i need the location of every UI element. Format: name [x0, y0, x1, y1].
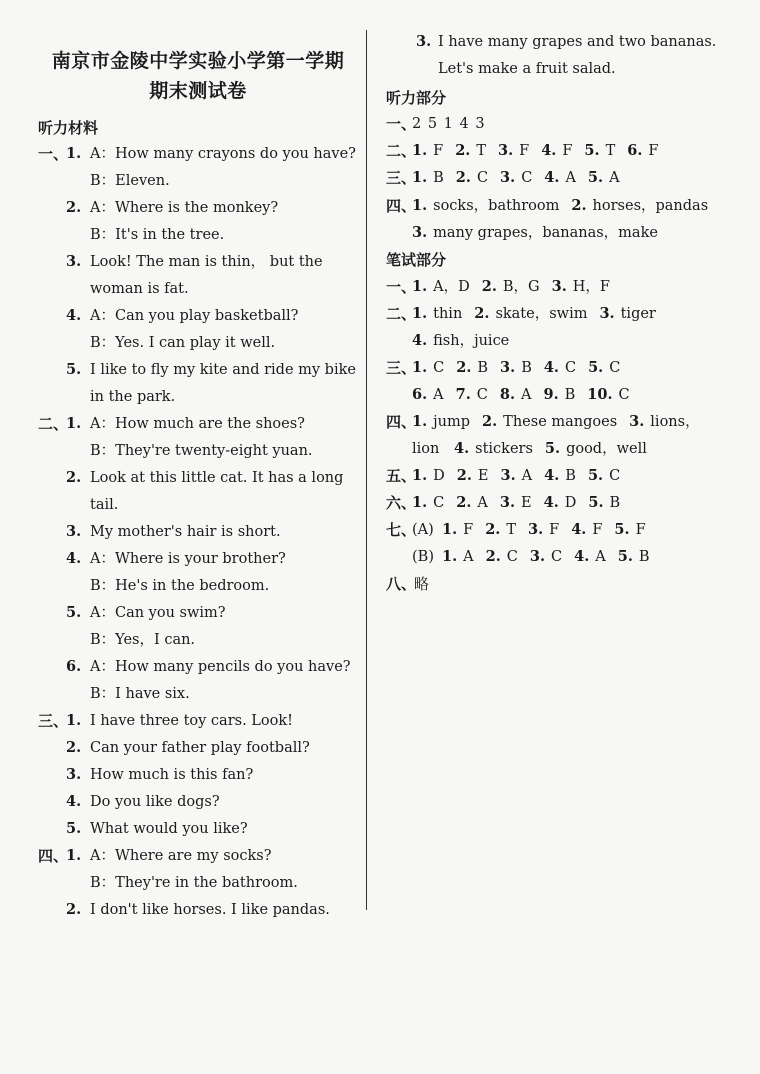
answer-number: 3. [412, 224, 428, 241]
answer-value: C [521, 170, 533, 186]
answer-value: socks，bathroom [433, 198, 560, 214]
answer-number: 1. [412, 278, 428, 295]
title-line-2: 期末测试卷 [149, 80, 247, 102]
answer-label: 五、 [386, 467, 417, 485]
item-number: 5. [66, 361, 82, 378]
answer-value: C [609, 468, 621, 484]
material-line: Can your father play football? [90, 740, 310, 756]
answer-prefix: lion [412, 441, 440, 457]
answer-number: 4. [544, 467, 560, 484]
material-line: I have three toy cars. Look! [90, 713, 293, 729]
material-line: tail. [90, 497, 119, 513]
answer-number: 1. [442, 548, 458, 565]
answer-value: A [433, 387, 444, 403]
answer-row [454, 439, 659, 459]
answer-row [412, 277, 622, 297]
answer-number: 3. [528, 521, 544, 538]
answer-value: C [433, 495, 445, 511]
answer-value: good，well [566, 441, 647, 457]
answer-row [442, 520, 658, 540]
answer-number: 5. [588, 359, 604, 376]
answer-value: E [521, 495, 532, 511]
material-line: A：Can you play basketball? [90, 308, 299, 324]
item-number: 4. [66, 307, 82, 324]
material-line: I like to fly my kite and ride my bike [90, 362, 356, 378]
material-line: B：Yes，I can. [90, 632, 196, 648]
material-line: What would you like? [90, 821, 248, 837]
answer-row [412, 304, 668, 324]
section-label: 四、 [38, 847, 69, 865]
material-line: Look! The man is thin， but the [90, 254, 323, 270]
answer-value: C [618, 387, 630, 403]
answer-number: 8. [499, 386, 516, 403]
answer-number: 3. [599, 305, 615, 322]
answer-value: fish，juice [433, 333, 510, 349]
answer-value: B [477, 360, 489, 376]
answer-label: 七、 [386, 521, 417, 539]
answer-value: C [476, 387, 488, 403]
answer-number: 5. [617, 548, 633, 565]
answer-number: 1. [412, 169, 428, 186]
answer-row [412, 412, 712, 432]
answer-row [412, 385, 642, 405]
answer-number: 1. [412, 197, 428, 214]
answer-number: 2. [456, 359, 472, 376]
material-line: Let's make a fruit salad. [438, 61, 616, 77]
answer-value: A [565, 170, 576, 186]
answer-label: 一、 [386, 115, 417, 133]
answer-value: B，G [502, 279, 540, 295]
answer-number: 5. [587, 467, 604, 484]
answer-number: 4. [571, 521, 587, 538]
item-number: 2. [66, 901, 82, 918]
answer-number: 1. [412, 305, 428, 322]
answer-value: F [635, 522, 646, 538]
answer-row [412, 331, 521, 351]
answer-number: 3. [500, 359, 516, 376]
answer-number: 1. [412, 142, 428, 159]
answer-value: F [463, 522, 474, 538]
answer-row [412, 223, 670, 243]
material-line: A：Where is the monkey? [90, 200, 279, 216]
material-line: Look at this little cat. It has a long [90, 470, 344, 486]
answer-number: 6. [412, 386, 428, 403]
material-line: Do you like dogs? [90, 794, 220, 810]
section-label: 三、 [38, 712, 69, 730]
answer-number: 7. [455, 386, 471, 403]
answer-label: 一、 [386, 278, 417, 296]
answer-value: C [609, 360, 621, 376]
answer-number: 2. [455, 169, 471, 186]
answer-number: 2. [456, 467, 472, 484]
answer-value: lions， [650, 414, 700, 430]
answer-value: A [595, 549, 606, 565]
answer-value: D [433, 468, 445, 484]
item-number: 3. [66, 766, 82, 783]
answer-label: 八、 [386, 575, 417, 593]
listening-material-heading: 听力材料 [38, 119, 99, 137]
answer-value: A [463, 549, 474, 565]
item-number: 1. [66, 415, 82, 432]
answer-number: 4. [541, 142, 557, 159]
answer-value: C [433, 360, 445, 376]
answer-number: 4. [574, 548, 590, 565]
answer-value: B [609, 495, 621, 511]
material-line: woman is fat. [90, 281, 189, 297]
answer-value: F [433, 143, 444, 159]
answer-number: 9. [543, 386, 559, 403]
answer-value: C [476, 170, 489, 186]
answer-value: E [477, 468, 489, 484]
answer-label: 四、 [386, 197, 417, 215]
answer-label: 三、 [386, 169, 417, 187]
item-number: 5. [66, 604, 82, 621]
answer-number: 5. [587, 169, 604, 186]
item-number: 2. [66, 199, 82, 216]
section-label: 一、 [38, 145, 69, 163]
item-number: 1. [66, 712, 82, 729]
answer-value: D [564, 495, 577, 511]
title-line-1: 南京市金陵中学实验小学第一学期 [51, 50, 345, 72]
answer-value: thin [433, 306, 463, 322]
answer-row [412, 358, 632, 378]
material-line: How much is this fan? [90, 767, 254, 783]
column-divider [366, 30, 367, 910]
answer-value: A [521, 387, 532, 403]
answer-row [412, 466, 632, 486]
item-number: 1. [66, 145, 82, 162]
answer-value: C [506, 549, 518, 565]
item-number: 5. [66, 820, 82, 837]
answer-number: 2. [455, 142, 471, 159]
listening-answers-heading: 听力部分 [386, 89, 447, 107]
material-line: A：How much are the shoes? [90, 416, 305, 432]
material-line: B：Eleven. [90, 173, 170, 189]
material-line: A：How many crayons do you have? [90, 146, 356, 162]
answer-value: B [565, 468, 576, 484]
answer-number: 6. [627, 142, 643, 159]
answer-sequence: 2 5 1 4 3 [412, 116, 486, 132]
material-line: My mother's hair is short. [90, 524, 281, 540]
material-line: B：Yes. I can play it well. [90, 335, 276, 351]
answer-value: A [477, 495, 488, 511]
answer-number: 4. [454, 440, 470, 457]
answer-number: 2. [571, 197, 587, 214]
answer-value: These mangoes [503, 414, 618, 430]
material-line: I have many grapes and two bananas. [438, 34, 717, 50]
item-number: 3. [66, 523, 82, 540]
answer-number: 2. [482, 413, 498, 430]
answer-number: 4. [412, 332, 428, 349]
material-line: A：How many pencils do you have? [90, 659, 351, 675]
material-line: I don't like horses. I like pandas. [90, 902, 330, 918]
answer-label: 六、 [386, 494, 417, 512]
answer-number: 2. [485, 521, 501, 538]
answer-number: 10. [587, 386, 613, 403]
material-line: A：Can you swim? [90, 605, 226, 621]
material-line: B：He's in the bedroom. [90, 578, 270, 594]
answer-row [412, 168, 632, 188]
answer-number: 1. [412, 494, 428, 511]
answer-label: 二、 [386, 142, 417, 160]
answer-number: 5. [584, 142, 600, 159]
section-label: 二、 [38, 415, 69, 433]
material-line: B：They're in the bathroom. [90, 875, 298, 891]
answer-row [412, 141, 670, 161]
answer-label: 三、 [386, 359, 417, 377]
answer-number: 3. [498, 142, 514, 159]
answer-number: 1. [412, 413, 428, 430]
item-number: 1. [66, 847, 82, 864]
material-line: B：I have six. [90, 686, 190, 702]
answer-value: skate，swim [495, 306, 588, 322]
item-number: 2. [66, 739, 82, 756]
answer-label: 四、 [386, 413, 417, 431]
answer-number: 5. [544, 440, 561, 457]
answer-number: 3. [529, 548, 546, 565]
answer-number: 1. [412, 467, 428, 484]
material-line: in the park. [90, 389, 176, 405]
answer-row [412, 196, 720, 216]
item-number: 6. [66, 658, 82, 675]
answer-value: B [521, 360, 532, 376]
item-number: 4. [66, 550, 82, 567]
answer-value: horses，pandas [592, 198, 709, 214]
material-line: B：It's in the tree. [90, 227, 225, 243]
answer-value: stickers [475, 441, 533, 457]
item-number: 3. [66, 253, 82, 270]
answer-value: B [638, 549, 650, 565]
answer-number: 1. [412, 359, 428, 376]
answer-text: 略 [414, 575, 430, 593]
answer-value: F [592, 522, 603, 538]
answer-number: 2. [485, 548, 501, 565]
answer-value: T [476, 143, 487, 159]
answer-value: H，F [572, 279, 610, 295]
answer-number: 1. [442, 521, 458, 538]
answer-value: T [506, 522, 517, 538]
answer-value: F [562, 143, 573, 159]
answer-value: F [519, 143, 530, 159]
item-number: 2. [66, 469, 82, 486]
answer-row [412, 493, 632, 513]
answer-row [442, 547, 662, 567]
answer-number: 3. [500, 169, 516, 186]
answer-number: 2. [481, 278, 497, 295]
answer-value: A [609, 170, 620, 186]
answer-value: F [549, 522, 560, 538]
answer-number: 4. [544, 169, 560, 186]
answer-value: B [564, 387, 576, 403]
sub-label: (A) [412, 522, 434, 538]
answer-number: 3. [499, 494, 516, 511]
answer-value: A，D [433, 279, 470, 295]
item-number: 3. [416, 33, 432, 50]
answer-value: B [433, 170, 444, 186]
material-line: B：They're twenty-eight yuan. [90, 443, 313, 459]
answer-number: 4. [543, 359, 559, 376]
material-line: A：Where are my socks? [90, 848, 272, 864]
answer-value: T [605, 143, 616, 159]
answer-number: 2. [456, 494, 472, 511]
answer-value: C [564, 360, 577, 376]
answer-value: C [551, 549, 563, 565]
answer-number: 2. [474, 305, 490, 322]
sub-label: (B) [412, 549, 434, 565]
answer-value: tiger [620, 306, 656, 322]
answer-number: 3. [500, 467, 516, 484]
answer-number: 5. [614, 521, 630, 538]
answer-value: F [648, 143, 659, 159]
answer-number: 3. [629, 413, 645, 430]
answer-number: 5. [588, 494, 604, 511]
answer-value: many grapes，bananas，make [433, 225, 658, 241]
written-answers-heading: 笔试部分 [386, 251, 447, 269]
answer-label: 二、 [386, 305, 417, 323]
item-number: 4. [66, 793, 82, 810]
answer-value: A [521, 468, 533, 484]
answer-number: 4. [543, 494, 559, 511]
material-line: A：Where is your brother? [90, 551, 286, 567]
answer-number: 3. [551, 278, 567, 295]
answer-value: jump [433, 414, 471, 430]
